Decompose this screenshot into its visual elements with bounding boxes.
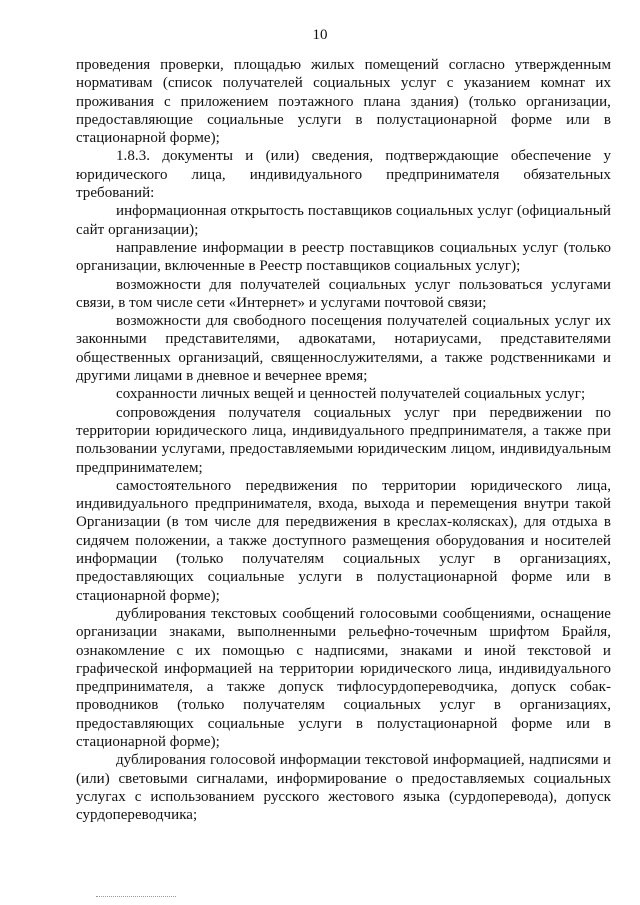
paragraph-belongings: сохранности личных вещей и ценностей получателей социальных услуг;: [116, 386, 586, 403]
paragraph-communication: возможности для получателей социальных услуг пользоваться услугами связи, в том числе сети «Интернет» и услугами почтовой связи;: [76, 276, 611, 311]
paragraph-independent-movement: самостоятельного передвижения по территории юридического лица, индивидуального предпринимателя, входа, выхода и перемещения внутри такой Организации (в том числе для передвижения в креслах-колясках), для отдыха в сидячем положении, а также доступного размещения оборудования и носителей информации (только получателям социальных услуг в организациях, предоставляющих социальные услуги в полустационарной форме или в стационарной форме);: [76, 477, 611, 604]
paragraph-visits: возможности для свободного посещения получателей социальных услуг их законными представителями, адвокатами, нотариусами, представителями общественных организаций, священнослужителями, а также родственниками и другими лицами в дневное и вечернее время;: [76, 313, 611, 385]
scan-artifact-line: [96, 896, 176, 898]
document-body: [76, 56, 611, 824]
paragraph-text-duplication: дублирования текстовых сообщений голосовыми сообщениями, оснащение организации знаками, выполненными рельефно-точечным шрифтом Брайля, ознакомление с их помощью с надписями, знаками и иной текстовой и графической информацией на территории юридического лица, индивидуального предпринимателя, а также допуск тифлосурдопереводчика, допуск собак-проводников (только получателям социальных услуг в организациях, предоставляющих социальные услуги в полустационарной форме или в стационарной форме);: [76, 605, 611, 750]
paragraph-registry: направление информации в реестр поставщиков социальных услуг (только организации, включенные в Реестр поставщиков социальных услуг);: [76, 239, 611, 275]
page-number: 10: [312, 27, 328, 43]
paragraph-voice-duplication: дублирования голосовой информации текстовой информацией, надписями и (или) световыми сигналами, информирование о предоставляемых социальных услугах с использованием русского жестового языка (сурдоперевода), допуск сурдопереводчика;: [76, 752, 611, 824]
paragraph-1-8-3: 1.8.3. документы и (или) сведения, подтверждающие обеспечение у юридического лица, индивидуального предпринимателя обязательных требований:: [76, 148, 611, 202]
paragraph-escort: сопровождения получателя социальных услуг при передвижении по территории юридического лица, индивидуального предпринимателя, а также при пользовании услугами, предоставляемыми юридическим лицом, индивидуальным предпринимателем;: [76, 404, 611, 476]
paragraph-continuation: проведения проверки, площадью жилых помещений согласно утвержденным нормативам (список получателей социальных услуг с указанием комнат их проживания с приложением поэтажного плана здания) (только организации, предоставляющие социальные услуги в полустационарной форме или в стационарной форме);: [76, 57, 611, 147]
paragraph-information-openness: информационная открытость поставщиков социальных услуг (официальный сайт организации);: [76, 203, 611, 238]
